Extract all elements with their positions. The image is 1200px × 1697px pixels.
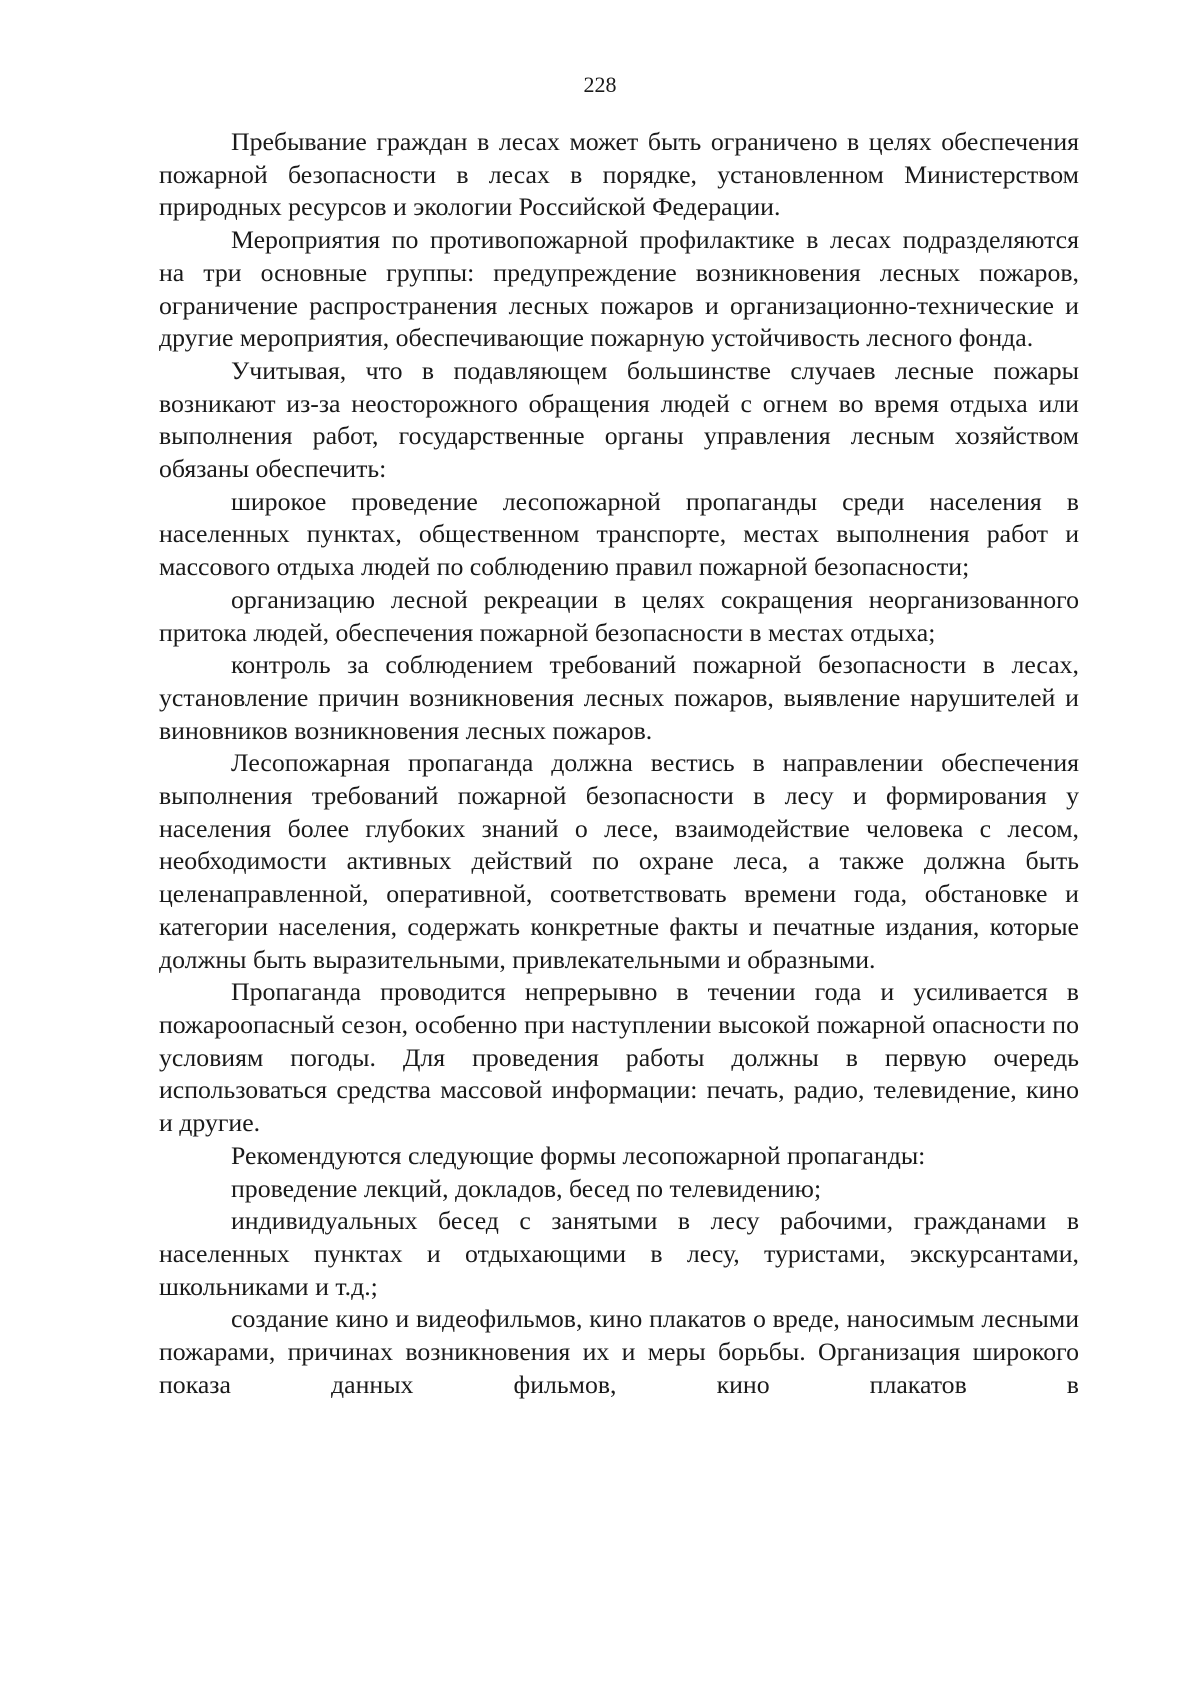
list-item-control: контроль за соблюдением требований пожарной безопасности в лесах, установление причин возникновения лесных пожаров, выявление нарушителей и виновников возникновения лесных пожаров. <box>159 650 1079 745</box>
document-body <box>159 126 1079 1401</box>
paragraph-prevention-groups: Мероприятия по противопожарной профилактике в лесах подразделяются на три основные группы: предупреждение возникновения лесных пожаров, ограничение распространения лесных пожаров и организационно-технические и другие мероприятия, обеспечивающие пожарную устойчивость лесного фонда. <box>159 225 1079 353</box>
paragraph-propaganda-direction: Лесопожарная пропаганда должна вестись в направлении обеспечения выполнения требований пожарной безопасности в лесу и формирования у населения более глубоких знаний о лесе, взаимодействие человека с лесом, необходимости активных действий по охране леса, а также должна быть целенаправленной, оперативной, соответствовать времени года, обстановке и категории населения, содержать конкретные факты и печатные издания, которые должны быть выразительными, привлекательными и образными. <box>159 748 1079 974</box>
list-item-lectures: проведение лекций, докладов, бесед по телевидению; <box>231 1173 822 1203</box>
list-item-individual-talks: индивидуальных бесед с занятыми в лесу рабочими, гражданами в населенных пунктах и отдыхающими в лесу, туристами, экскурсантами, школьниками и т.д.; <box>159 1206 1079 1301</box>
list-item-films: создание кино и видеофильмов, кино плакатов о вреде, наносимым лесными пожарами, причинах возникновения их и меры борьбы. Организация широкого показа данных фильмов, кино плакатов в <box>159 1304 1079 1399</box>
list-item-propaganda: широкое проведение лесопожарной пропаганды среди населения в населенных пунктах, общественном транспорте, местах выполнения работ и массового отдыха людей по соблюдению правил пожарной безопасности; <box>159 486 1079 582</box>
page-number: 228 <box>583 72 617 97</box>
paragraph-propaganda-continuous: Пропаганда проводится непрерывно в течении года и усиливается в пожароопасный сезон, особенно при наступлении высокой пожарной опасности по условиям погоды. Для проведения работы должны в первую очередь использоваться средства массовой информации: печать, радио, телевидение, кино и другие. <box>159 977 1079 1138</box>
paragraph-authorities-obligations: Учитывая, что в подавляющем большинстве случаев лесные пожары возникают из-за неосторожного обращения людей с огнем во время отдыха или выполнения работ, государственные органы управления лесным хозяйством обязаны обеспечить: <box>159 355 1079 484</box>
paragraph-recommended-forms: Рекомендуются следующие формы лесопожарной пропаганды: <box>231 1140 926 1170</box>
paragraph-visit-restriction: Пребывание граждан в лесах может быть ограничено в целях обеспечения пожарной безопасности в лесах в порядке, установленном Министерством природных ресурсов и экологии Российской Федерации. <box>159 127 1079 222</box>
list-item-recreation: организацию лесной рекреации в целях сокращения неорганизованного притока людей, обеспечения пожарной безопасности в местах отдыха; <box>159 584 1079 647</box>
